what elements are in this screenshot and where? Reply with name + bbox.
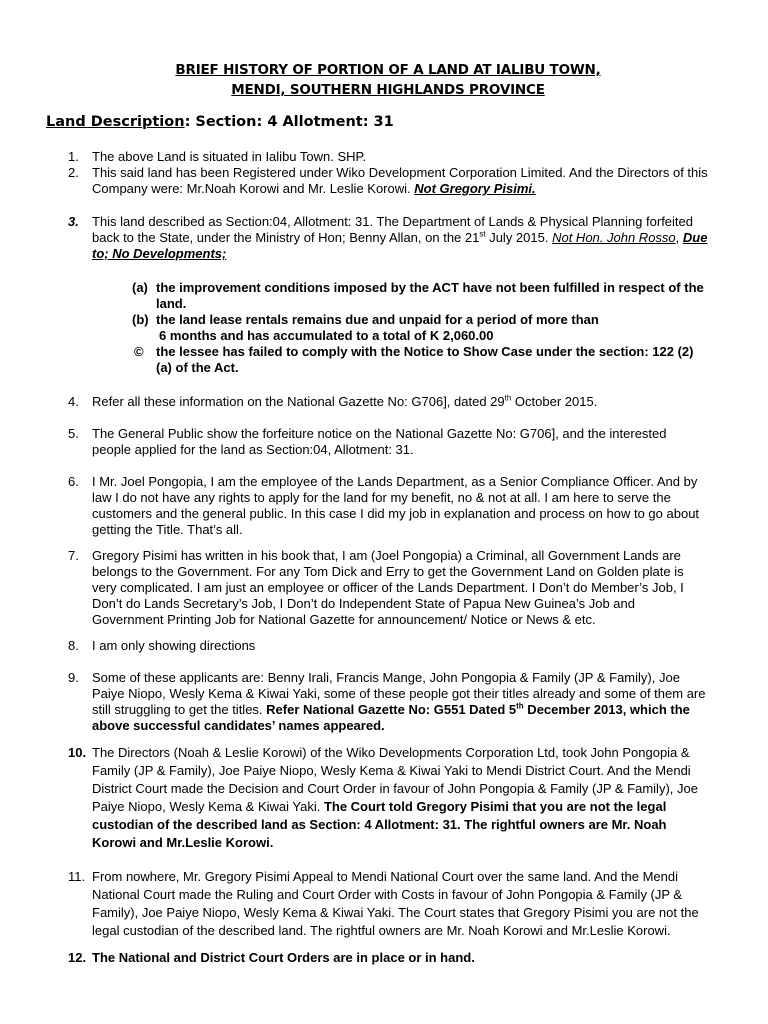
item-number: 5. bbox=[68, 426, 79, 441]
title-line-1: BRIEF HISTORY OF PORTION OF A LAND AT IALIBU TOWN, bbox=[175, 62, 601, 78]
item-emphasis: Due to; No Developments; bbox=[92, 230, 708, 261]
item-text: The above Land is situated in Ialibu Town. SHP. bbox=[92, 149, 367, 164]
item-number: 10. bbox=[68, 745, 87, 760]
sub-item-a bbox=[132, 280, 708, 312]
item-text: From nowhere, Mr. Gregory Pisimi Appeal to Mendi National Court over the same land. And the Mendi National Court made the Ruling and Court Order with Costs in favour of John Pongopia & Family (JP & Family), Joe Paiye Niopo, Wesly Kema & Kiwai Yaki. The Court states that Gregory Pisimi you are not the legal custodian of the described land. The rightful owners are Mr. Noah Korowi and Mr.Leslie Korowi. bbox=[92, 869, 699, 938]
item-number: 6. bbox=[68, 474, 79, 489]
item-text-continued: July 2015. bbox=[485, 230, 553, 245]
list-item-5 bbox=[68, 426, 708, 458]
land-description-label: Land Description bbox=[46, 114, 185, 130]
history-list bbox=[68, 149, 708, 966]
item-text: Refer all these information on the National Gazette No: G706], dated 29 bbox=[92, 394, 505, 409]
item-superscript: th bbox=[504, 393, 512, 403]
sub-label: © bbox=[134, 344, 144, 359]
item-emphasis: Not Gregory Pisimi. bbox=[414, 181, 536, 196]
land-description-value: : Section: 4 Allotment: 31 bbox=[184, 114, 394, 130]
item-text: The Directors (Noah & Leslie Korowi) of the Wiko Developments Corporation Ltd, took John Pongopia & Family (JP & Family), Joe Paiye Niopo, Wesly Kema & Kiwai Yaki to Mendi District Court. And the Mendi District Court made the Decision and Court Order in favour of John Pongopia & Family (JP & Family), Joe Paiye Niopo, Wesly Kema & Kiwai Yaki. bbox=[92, 745, 698, 814]
land-description-heading bbox=[46, 113, 708, 131]
item-text: The General Public show the forfeiture notice on the National Gazette No: G706], and the interested people applied for the land as Section:04, Allotment: 31. bbox=[92, 426, 667, 457]
item-superscript: st bbox=[479, 229, 486, 239]
item-text: This land described as Section:04, Allotment: 31. The Department of Lands & Physical Planning forfeited back to the State, under the Ministry of Hon; Benny Allan, on the 21 bbox=[92, 214, 693, 245]
list-item-2 bbox=[68, 165, 708, 197]
item-number: 11. bbox=[68, 869, 86, 884]
item-text: I Mr. Joel Pongopia, I am the employee of the Lands Department, as a Senior Compliance Officer. And by law I do not have any rights to apply for the land for my benefit, no & not at all. I am here to serve the customers and the general public. In this case I did my job in explanation and process on how to go about getting the Title. That’s all. bbox=[92, 474, 700, 537]
sub-item-b bbox=[132, 312, 708, 344]
item-bold-continued: December 2013, which the above successful candidates’ names appeared. bbox=[92, 702, 690, 733]
sub-text: the lessee has failed to comply with the Notice to Show Case under the section: 122 (2) (a) of the Act. bbox=[156, 344, 694, 375]
item-number: 1. bbox=[68, 149, 79, 164]
item-bold: The National and District Court Orders are in place or in hand. bbox=[92, 950, 475, 965]
item-number: 12. bbox=[68, 950, 87, 965]
item-number: 9. bbox=[68, 670, 79, 685]
list-item-7 bbox=[68, 548, 708, 628]
list-item-9 bbox=[68, 670, 708, 734]
item-text: Gregory Pisimi has written in his book that, I am (Joel Pongopia) a Criminal, all Government Lands are belongs to the Government. For any Tom Dick and Erry to get the Government Land on Golden plate is very complicated. I am just an employee or officer of the Lands Department. I Don’t do Member’s Job, I Don’t do Lands Secretary’s Job, I Don’t do Independent State of Papua New Guinea’s Job and Government Printing Job for National Gazette for announcement/ Notice or News & etc. bbox=[92, 548, 684, 627]
list-item-10 bbox=[68, 744, 708, 852]
sub-label: (a) bbox=[132, 280, 148, 295]
item-text: This said land has been Registered under Wiko Development Corporation Limited. And the Directors of this Company were: Mr.Noah Korowi and Mr. Leslie Korowi. bbox=[92, 165, 708, 196]
item-bold: Refer National Gazette No: G551 Dated 5 bbox=[266, 702, 517, 717]
item-text-continued: October 2015. bbox=[511, 394, 598, 409]
sub-text-continued: 6 months and has accumulated to a total of K 2,060.00 bbox=[159, 328, 494, 343]
document-title bbox=[68, 60, 708, 100]
item-separator: , bbox=[675, 230, 683, 245]
list-item-12 bbox=[68, 950, 708, 966]
item-italic: Not Hon. John Rosso bbox=[552, 230, 676, 245]
item-number: 3. bbox=[68, 214, 79, 229]
sub-text: the land lease rentals remains due and unpaid for a period of more than bbox=[156, 312, 599, 327]
item-text: I am only showing directions bbox=[92, 638, 256, 653]
sub-item-c bbox=[132, 344, 708, 376]
list-item-11 bbox=[68, 868, 708, 940]
item-bold: The Court told Gregory Pisimi that you are not the legal custodian of the described land as Section: 4 Allotment: 31. The rightful owners are Mr. Noah Korowi and Mr.Leslie Korowi. bbox=[92, 799, 667, 850]
list-item-4 bbox=[68, 394, 708, 410]
sub-list bbox=[132, 280, 708, 376]
item-number: 2. bbox=[68, 165, 79, 180]
sub-text: the improvement conditions imposed by the ACT have not been fulfilled in respect of the land. bbox=[156, 280, 704, 311]
sub-label: (b) bbox=[132, 312, 149, 327]
list-item-8 bbox=[68, 638, 708, 654]
item-number: 8. bbox=[68, 638, 79, 653]
item-superscript: th bbox=[516, 701, 524, 711]
item-number: 4. bbox=[68, 394, 79, 409]
list-item-6 bbox=[68, 474, 708, 538]
list-item-1 bbox=[68, 149, 708, 165]
item-text: Some of these applicants are: Benny Irali, Francis Mange, John Pongopia & Family (JP & Family), Joe Paiye Niopo, Wesly Kema & Kiwai Yaki, some of these people got their titles already and some of them are still struggling to get the titles. bbox=[92, 670, 706, 717]
list-item-3 bbox=[68, 214, 708, 376]
title-line-2: MENDI, SOUTHERN HIGHLANDS PROVINCE bbox=[231, 82, 545, 98]
item-number: 7. bbox=[68, 548, 79, 563]
